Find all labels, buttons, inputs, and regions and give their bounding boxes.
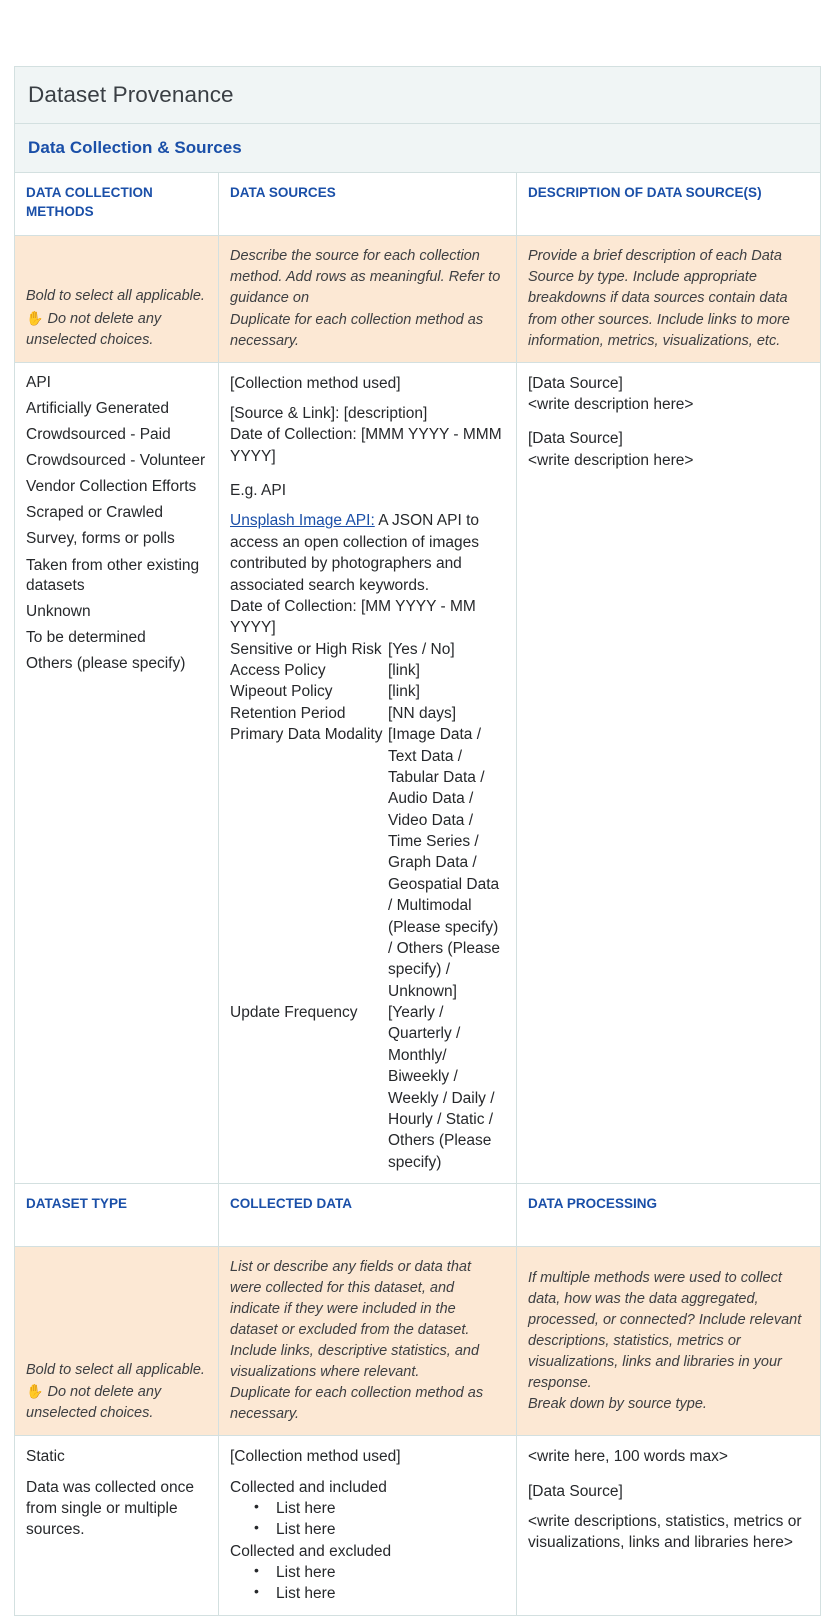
date-of-collection-placeholder: Date of Collection: [MMM YYYY - MMM YYYY] bbox=[230, 426, 502, 465]
data-sources-content bbox=[230, 373, 506, 1174]
column-header-label: DATA COLLECTION METHODS bbox=[26, 185, 153, 219]
guidance-line: Bold to select all applicable. bbox=[26, 288, 205, 305]
header-description-of-data-sources bbox=[517, 173, 821, 236]
guidance-text bbox=[528, 1268, 810, 1415]
dataset-type-content bbox=[26, 1446, 208, 1541]
section-title-cell bbox=[15, 124, 821, 173]
collected-data-content bbox=[230, 1446, 506, 1605]
data-processing-content bbox=[528, 1446, 810, 1554]
guidance-line: Duplicate for each collection method as necessary. bbox=[230, 311, 484, 349]
table2-header-row bbox=[15, 1184, 821, 1247]
collection-method-placeholder: [Collection method used] bbox=[230, 374, 401, 392]
collection-method-placeholder: [Collection method used] bbox=[230, 1448, 401, 1466]
collection-method-item[interactable]: Others (please specify) bbox=[26, 655, 186, 673]
table1-guidance-row bbox=[15, 236, 821, 362]
source-field-value: [Yes / No] bbox=[388, 640, 455, 658]
header-data-collection-methods bbox=[15, 173, 219, 236]
guidance-line: Provide a brief description of each Data Source by type. Include appropriate breakdowns if data sources contain data from other sources. Include links to more information, metrics, visualizations, etc. bbox=[528, 248, 790, 349]
table1-header-row bbox=[15, 173, 821, 236]
collected-included-list bbox=[230, 1498, 506, 1541]
dataset-type-cell bbox=[15, 1436, 219, 1616]
column-header-label: DATA PROCESSING bbox=[528, 1196, 658, 1212]
data-source-descriptions-cell bbox=[517, 362, 821, 1184]
example-label: E.g. API bbox=[230, 482, 287, 500]
guidance-line: If multiple methods were used to collect data, how was the data aggregated, processed, or connected? Include relevant descriptions, statistics, metrics or visualizations, links and libraries in your response. bbox=[528, 1269, 802, 1391]
page-title: Dataset Provenance bbox=[28, 82, 234, 107]
collection-method-item[interactable]: Scraped or Crawled bbox=[26, 504, 163, 522]
raised-hand-icon: ✋ bbox=[26, 309, 44, 326]
guidance-line: Describe the source for each collection method. Add rows as meaningful. Refer to guidance on bbox=[230, 248, 501, 307]
example-source-description: A JSON API to access an open collection of images contributed by photographers and associated search keywords. bbox=[230, 512, 480, 594]
data-sources-cell bbox=[219, 362, 517, 1184]
collection-method-item[interactable]: Survey, forms or polls bbox=[26, 530, 175, 548]
guidance-text bbox=[26, 1360, 208, 1424]
source-link-placeholder: [Source & Link]: [description] bbox=[230, 404, 428, 422]
processing-placeholder: <write here, 100 words max> bbox=[528, 1448, 728, 1466]
guidance-dataset-type-cell bbox=[15, 1247, 219, 1436]
table2-guidance-row bbox=[15, 1247, 821, 1436]
source-field-key: Wipeout Policy bbox=[230, 683, 333, 701]
collection-method-item[interactable]: Vendor Collection Efforts bbox=[26, 478, 197, 496]
guidance-line bbox=[26, 1381, 208, 1424]
collection-method-item[interactable]: Crowdsourced - Volunteer bbox=[26, 451, 206, 469]
list-item: • List here bbox=[276, 1562, 506, 1583]
guidance-descriptions-cell bbox=[517, 236, 821, 362]
processing-data-source-label: [Data Source] bbox=[528, 1482, 623, 1500]
source-field-row bbox=[230, 639, 506, 660]
data-processing-cell bbox=[517, 1436, 821, 1616]
source-field-key: Sensitive or High Risk bbox=[230, 640, 382, 658]
header-data-sources bbox=[219, 173, 517, 236]
document-title-cell bbox=[15, 67, 821, 124]
header-dataset-type bbox=[15, 1184, 219, 1247]
guidance-text bbox=[528, 246, 810, 351]
table1-content-row bbox=[15, 362, 821, 1184]
data-source-descriptions-list bbox=[528, 373, 810, 472]
source-field-list bbox=[230, 639, 506, 1173]
guidance-text bbox=[26, 286, 208, 350]
source-field-row bbox=[230, 681, 506, 702]
collected-included-label: Collected and included bbox=[230, 1478, 387, 1496]
list-item: • List here bbox=[276, 1583, 506, 1604]
dataset-type-description: Data was collected once from single or multiple sources. bbox=[26, 1478, 195, 1539]
source-field-value: [Yearly / Quarterly / Monthly/ Biweekly / Weekly / Daily / Hourly / Static / Others (Please specify) bbox=[388, 1004, 495, 1171]
collection-method-item[interactable]: Taken from other existing datasets bbox=[26, 556, 200, 594]
title-row bbox=[15, 67, 821, 124]
source-field-value: [link] bbox=[388, 662, 420, 680]
source-field-row bbox=[230, 1002, 506, 1173]
guidance-line: Duplicate for each collection method as necessary. bbox=[230, 1385, 484, 1423]
source-field-row bbox=[230, 703, 506, 724]
guidance-methods-cell bbox=[15, 236, 219, 362]
example-source-paragraph bbox=[230, 510, 506, 596]
guidance-line: Bold to select all applicable. bbox=[26, 1362, 205, 1379]
collection-method-item[interactable]: Artificially Generated bbox=[26, 399, 170, 417]
guidance-line-text: Do not delete any unselected choices. bbox=[26, 310, 162, 348]
unsplash-image-api-link[interactable]: Unsplash Image API: bbox=[230, 512, 375, 530]
collection-method-item[interactable]: Unknown bbox=[26, 602, 91, 620]
collected-data-cell bbox=[219, 1436, 517, 1616]
processing-description-placeholder: <write descriptions, statistics, metrics or visualizations, links and libraries here> bbox=[528, 1512, 802, 1552]
data-source-description: <write description here> bbox=[528, 451, 694, 469]
collection-method-item[interactable]: To be determined bbox=[26, 628, 146, 646]
example-date-of-collection: Date of Collection: [MM YYYY - MM YYYY] bbox=[230, 597, 476, 637]
source-field-row bbox=[230, 724, 506, 1002]
data-source-label: [Data Source] bbox=[528, 430, 623, 448]
guidance-collected-data-cell bbox=[219, 1247, 517, 1436]
guidance-data-processing-cell bbox=[517, 1247, 821, 1436]
collection-methods-list bbox=[26, 373, 208, 675]
data-source-description: <write description here> bbox=[528, 395, 694, 413]
collected-excluded-list bbox=[230, 1562, 506, 1605]
guidance-line-text: Do not delete any unselected choices. bbox=[26, 1384, 162, 1422]
guidance-line: Break down by source type. bbox=[528, 1395, 707, 1412]
column-header-label: DESCRIPTION OF DATA SOURCE(S) bbox=[528, 185, 762, 201]
guidance-sources-cell bbox=[219, 236, 517, 362]
column-header-label: DATA SOURCES bbox=[230, 185, 336, 201]
section-row bbox=[15, 124, 821, 173]
collected-excluded-label: Collected and excluded bbox=[230, 1542, 392, 1560]
guidance-text bbox=[230, 246, 506, 351]
source-field-value: [Image Data / Text Data / Tabular Data / Audio Data / Video Data / Time Series / Graph Data / Geospatial Data / Multimodal (Please specify) / Others (Please specify) / Unknown] bbox=[388, 726, 500, 1000]
source-field-key: Retention Period bbox=[230, 704, 346, 722]
table2-content-row bbox=[15, 1436, 821, 1616]
source-field-key: Access Policy bbox=[230, 662, 326, 680]
source-field-key: Primary Data Modality bbox=[230, 726, 383, 744]
list-item: • List here bbox=[276, 1498, 506, 1519]
column-header-label: COLLECTED DATA bbox=[230, 1196, 353, 1212]
source-field-row bbox=[230, 660, 506, 681]
column-header-label: DATASET TYPE bbox=[26, 1196, 127, 1212]
guidance-line bbox=[26, 308, 208, 351]
dataset-type-name: Static bbox=[26, 1448, 65, 1466]
data-source-label: [Data Source] bbox=[528, 374, 623, 392]
guidance-text bbox=[230, 1257, 506, 1425]
source-field-key: Update Frequency bbox=[230, 1004, 358, 1022]
raised-hand-icon: ✋ bbox=[26, 1383, 44, 1400]
guidance-line: List or describe any fields or data that were collected for this dataset, and indicate if they were included in the dataset or excluded from the dataset. Include links, descriptive statistics, and visualizations where relevant. bbox=[230, 1259, 480, 1381]
dataset-provenance-table bbox=[14, 66, 821, 1616]
header-data-processing bbox=[517, 1184, 821, 1247]
source-field-value: [link] bbox=[388, 683, 420, 701]
section-heading: Data Collection & Sources bbox=[28, 138, 242, 157]
collection-method-item[interactable]: Crowdsourced - Paid bbox=[26, 425, 171, 443]
list-item: • List here bbox=[276, 1519, 506, 1540]
collection-method-item[interactable]: API bbox=[26, 373, 51, 391]
source-field-value: [NN days] bbox=[388, 704, 457, 722]
collection-methods-cell bbox=[15, 362, 219, 1184]
header-collected-data bbox=[219, 1184, 517, 1247]
